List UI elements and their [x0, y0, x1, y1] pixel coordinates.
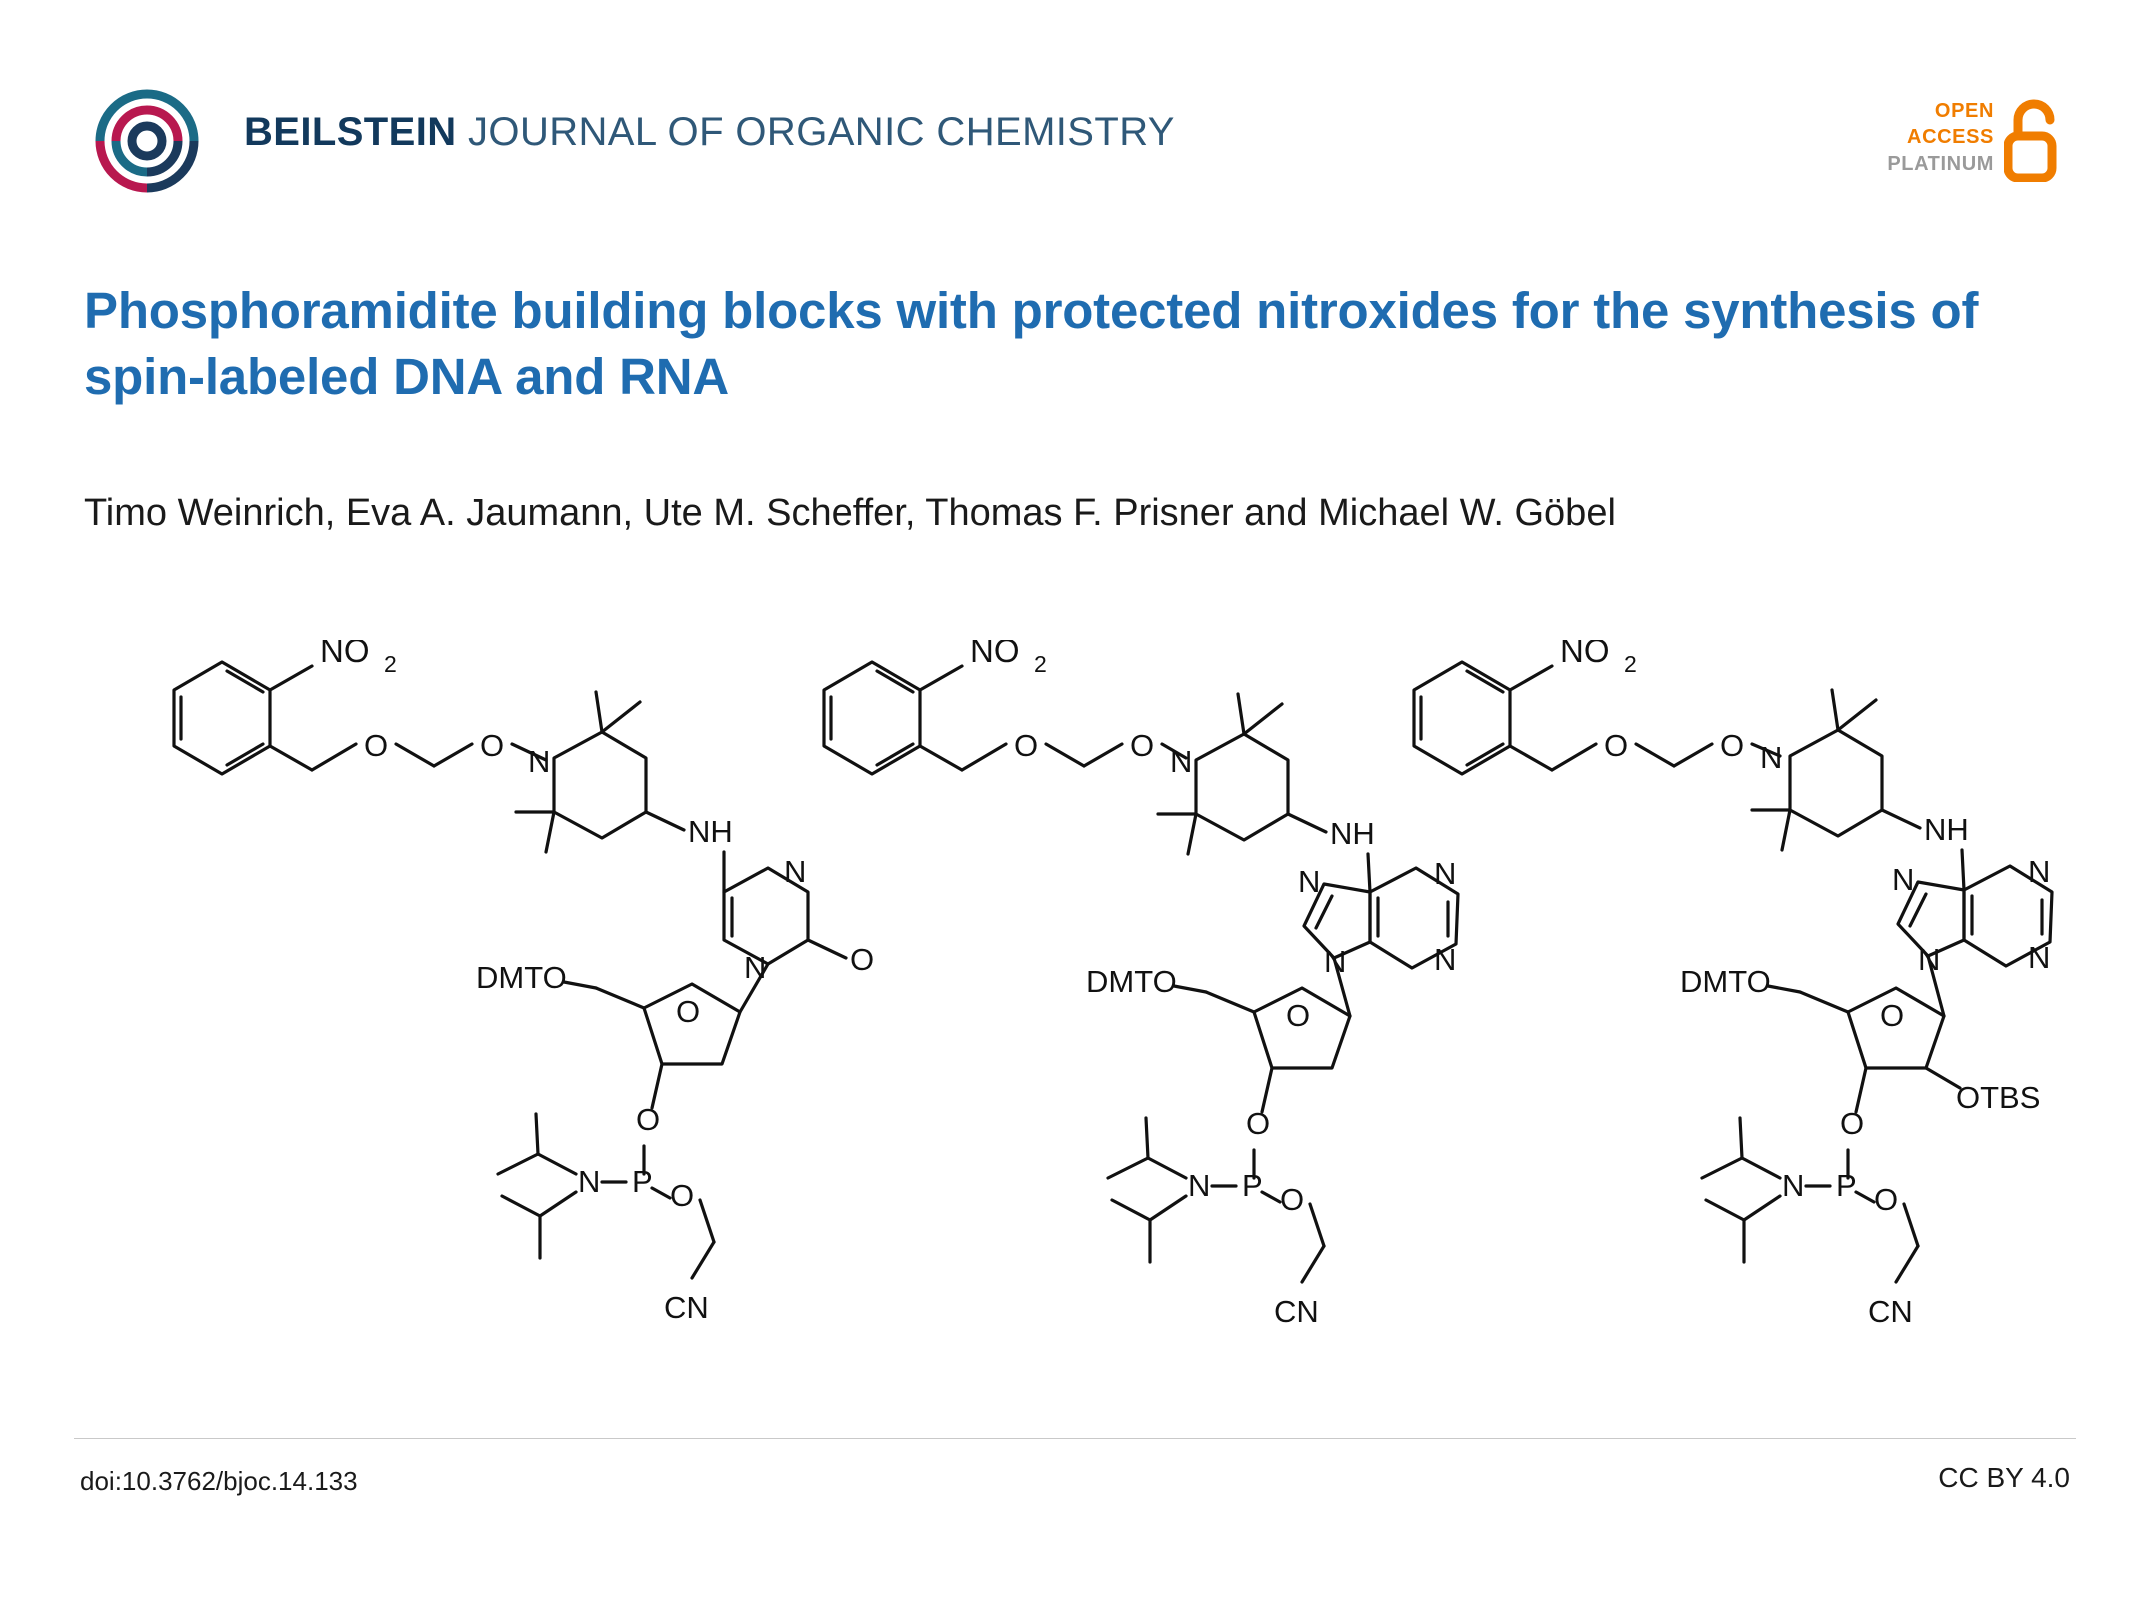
svg-text:NO: NO — [970, 640, 1020, 669]
svg-text:P: P — [1836, 1168, 1857, 1203]
svg-text:N: N — [1434, 942, 1457, 977]
svg-text:DMTO: DMTO — [1680, 964, 1771, 999]
beilstein-spiral-logo-icon — [84, 78, 210, 204]
svg-text:O: O — [364, 728, 389, 763]
svg-text:N: N — [1760, 740, 1783, 775]
svg-text:O: O — [1280, 1182, 1305, 1217]
page-header — [84, 78, 2066, 198]
svg-text:O: O — [1246, 1106, 1271, 1141]
article-authors: Timo Weinrich, Eva A. Jaumann, Ute M. Scheffer, Thomas F. Prisner and Michael W. Göbel — [84, 492, 1616, 534]
svg-text:NH: NH — [688, 814, 733, 849]
svg-text:O: O — [1286, 998, 1311, 1033]
svg-text:O: O — [670, 1178, 695, 1213]
svg-text:P: P — [632, 1164, 653, 1199]
svg-text:NH: NH — [1924, 812, 1969, 847]
svg-text:N: N — [2028, 854, 2051, 889]
graphical-abstract-figure — [84, 640, 2064, 1400]
open-access-badge — [1846, 92, 2066, 192]
svg-text:NH: NH — [1330, 816, 1375, 851]
svg-text:N: N — [578, 1164, 601, 1199]
open-lock-icon — [2004, 96, 2066, 182]
svg-text:N: N — [1918, 942, 1941, 977]
article-title: Phosphoramidite building blocks with protected nitroxides for the synthesis of spin-labeled DNA and RNA — [84, 282, 1979, 406]
license-text: CC BY 4.0 — [1938, 1462, 2070, 1493]
open-access-line1: OPEN — [1934, 100, 1994, 122]
doi-text[interactable]: doi:10.3762/bjoc.14.133 — [80, 1466, 358, 1496]
svg-text:P: P — [1242, 1168, 1263, 1203]
svg-text:O: O — [636, 1102, 661, 1137]
svg-text:DMTO: DMTO — [1086, 964, 1177, 999]
svg-text:O: O — [850, 942, 875, 977]
svg-text:N: N — [2028, 940, 2051, 975]
svg-text:N: N — [1892, 862, 1915, 897]
svg-text:O: O — [1874, 1182, 1899, 1217]
journal-title-bold: BEILSTEIN — [244, 110, 457, 154]
open-access-line3: PLATINUM — [1887, 152, 1994, 175]
svg-text:NO: NO — [320, 640, 370, 669]
svg-text:2: 2 — [1034, 651, 1047, 677]
journal-title — [244, 110, 1175, 155]
svg-text:N: N — [784, 854, 807, 889]
svg-text:O: O — [1840, 1106, 1865, 1141]
svg-text:O: O — [1014, 728, 1039, 763]
structure-2 — [824, 640, 1458, 1329]
svg-text:O: O — [480, 728, 505, 763]
svg-text:CN: CN — [1274, 1294, 1319, 1329]
svg-text:N: N — [528, 744, 551, 779]
svg-text:N: N — [1298, 864, 1321, 899]
svg-text:O: O — [1130, 728, 1155, 763]
svg-text:OTBS: OTBS — [1956, 1080, 2041, 1115]
svg-text:CN: CN — [1868, 1294, 1913, 1329]
svg-text:N: N — [1434, 856, 1457, 891]
svg-text:O: O — [1604, 728, 1629, 763]
svg-text:N: N — [1170, 744, 1193, 779]
structure-3 — [1414, 640, 2052, 1329]
svg-text:2: 2 — [1624, 651, 1637, 677]
structure-1 — [174, 640, 874, 1325]
svg-text:O: O — [1880, 998, 1905, 1033]
open-access-line2: ACCESS — [1907, 126, 1994, 149]
footer-divider — [74, 1438, 2076, 1439]
svg-text:CN: CN — [664, 1290, 709, 1325]
svg-text:N: N — [1188, 1168, 1211, 1203]
journal-title-light: JOURNAL OF ORGANIC CHEMISTRY — [456, 110, 1175, 154]
svg-text:O: O — [676, 994, 701, 1029]
svg-text:DMTO: DMTO — [476, 960, 567, 995]
svg-text:NO: NO — [1560, 640, 1610, 669]
svg-text:N: N — [744, 950, 767, 985]
svg-text:N: N — [1782, 1168, 1805, 1203]
svg-text:2: 2 — [384, 651, 397, 677]
open-access-text — [1887, 98, 1994, 177]
svg-text:O: O — [1720, 728, 1745, 763]
svg-text:N: N — [1324, 944, 1347, 979]
